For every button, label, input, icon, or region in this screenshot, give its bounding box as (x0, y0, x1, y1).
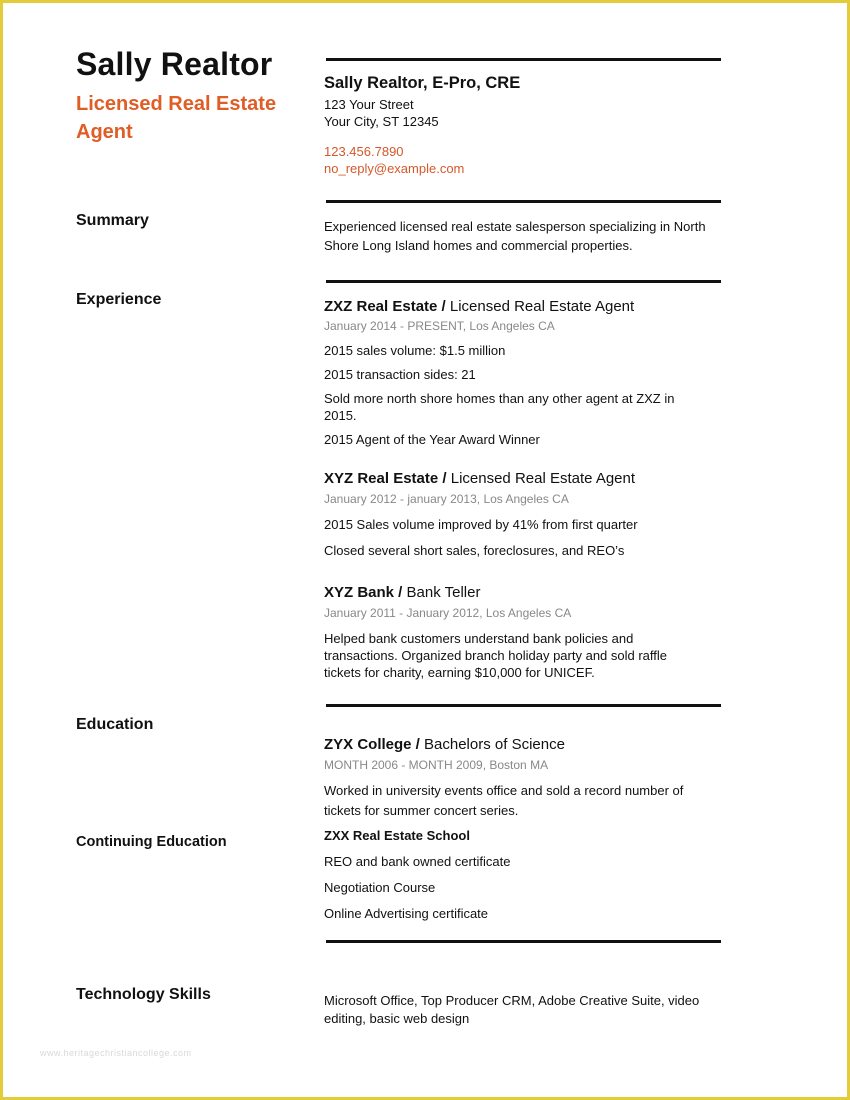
job-item: 2015 Sales volume improved by 41% from first quarter (324, 517, 638, 532)
section-summary: Summary (76, 212, 149, 229)
divider-education (326, 704, 721, 707)
divider-summary (326, 200, 721, 203)
job-item: tickets for charity, earning $10,000 for UNICEF. (324, 665, 595, 680)
contact-phone[interactable]: 123.456.7890 (324, 144, 404, 159)
section-experience: Experience (76, 291, 162, 308)
job-meta: January 2014 - PRESENT, Los Angeles CA (324, 319, 555, 333)
job-item: 2015 transaction sides: 21 (324, 367, 476, 382)
job-item: Closed several short sales, foreclosures, and REO’s (324, 543, 625, 558)
divider-experience (326, 280, 721, 283)
education-heading (324, 736, 565, 753)
job-meta: January 2012 - january 2013, Los Angeles CA (324, 492, 569, 506)
section-education: Education (76, 716, 154, 733)
job-meta: January 2011 - January 2012, Los Angeles CA (324, 606, 572, 620)
job-item: 2015 sales volume: $1.5 million (324, 343, 506, 358)
skills-line-1: Microsoft Office, Top Producer CRM, Adobe Creative Suite, video (324, 993, 700, 1008)
job-company: ZXZ Real Estate / (324, 298, 446, 315)
job-title: Licensed Real Estate Agent (445, 298, 635, 315)
job-item: 2015 Agent of the Year Award Winner (324, 432, 540, 447)
job-company: XYZ Bank / (324, 584, 403, 601)
job-heading (324, 470, 635, 487)
education-line-1: Worked in university events office and sold a record number of (324, 783, 684, 798)
divider-skills (326, 940, 721, 943)
continuing-item: Negotiation Course (324, 880, 436, 895)
section-continuing-education: Continuing Education (76, 834, 227, 850)
job-company: XYZ Real Estate / (324, 470, 447, 487)
summary-line-1: Experienced licensed real estate salesperson specializing in North (324, 219, 706, 234)
job-item: Helped bank customers understand bank policies and (324, 631, 634, 646)
job-heading (324, 584, 480, 601)
continuing-school: ZXX Real Estate School (324, 828, 470, 843)
job-item: 2015. (324, 408, 357, 423)
education-line-2: tickets for summer concert series. (324, 803, 519, 818)
contact-email[interactable]: no_reply@example.com (324, 161, 465, 176)
section-technology-skills: Technology Skills (76, 986, 211, 1003)
summary-line-2: Shore Long Island homes and commercial properties. (324, 238, 633, 253)
education-degree: Bachelors of Science (419, 736, 565, 753)
contact-street: 123 Your Street (324, 97, 414, 112)
resume-name: Sally Realtor (76, 46, 273, 82)
job-title: Licensed Real Estate Agent (446, 470, 636, 487)
education-school: ZYX College / (324, 736, 420, 753)
continuing-item: REO and bank owned certificate (324, 854, 511, 869)
resume-role: Licensed Real Estate Agent (76, 93, 277, 143)
divider-top (326, 58, 721, 61)
contact-city: Your City, ST 12345 (324, 114, 439, 129)
education-meta: MONTH 2006 - MONTH 2009, Boston MA (324, 758, 549, 772)
job-item: Sold more north shore homes than any other agent at ZXZ in (324, 391, 675, 406)
contact-name: Sally Realtor, E-Pro, CRE (324, 74, 521, 92)
watermark: www.heritagechristiancollege.com (40, 1048, 192, 1058)
skills-line-2: editing, basic web design (324, 1011, 470, 1026)
job-title: Bank Teller (402, 584, 481, 601)
continuing-item: Online Advertising certificate (324, 906, 489, 921)
job-item: transactions. Organized branch holiday party and sold raffle (324, 648, 668, 663)
job-heading (324, 298, 634, 315)
